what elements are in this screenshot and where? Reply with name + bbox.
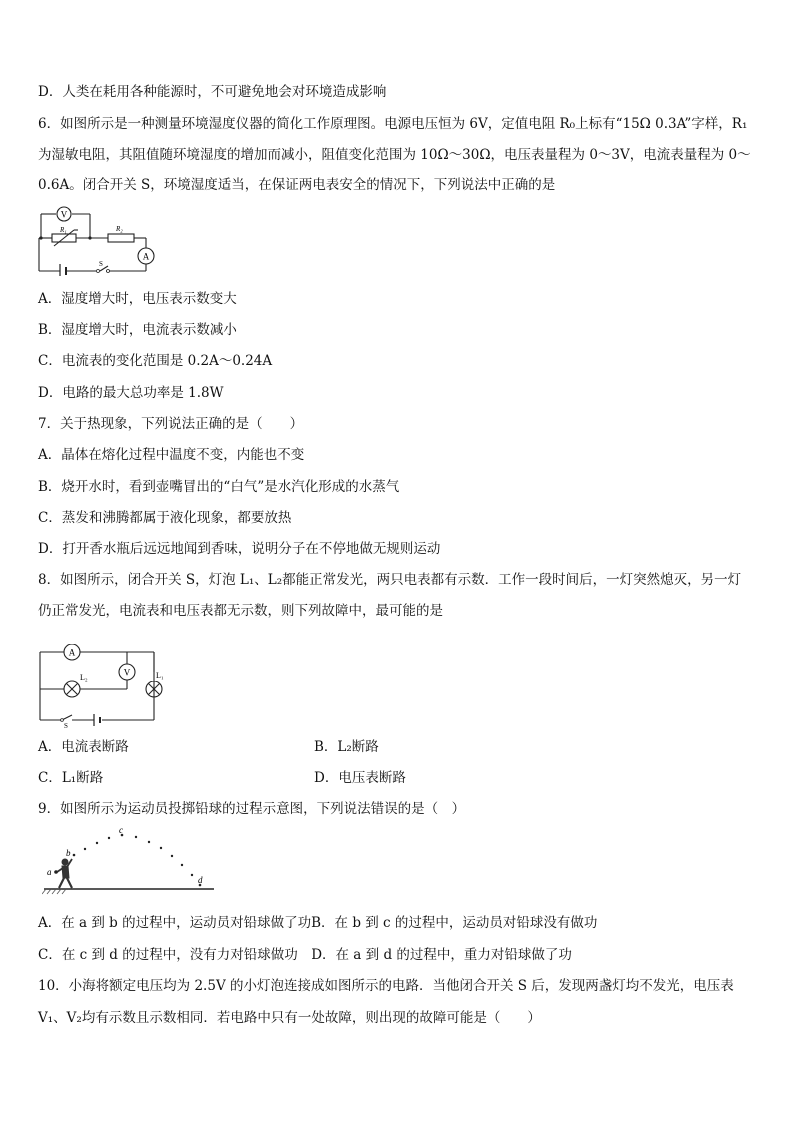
point-b-label: b <box>66 848 71 858</box>
ammeter-label: A <box>142 251 150 262</box>
switch-label: S <box>99 260 103 268</box>
q7-option-b: B．烧开水时，看到壶嘴冒出的“白气”是水汽化形成的水蒸气 <box>38 479 400 495</box>
q7-option-c: C．蒸发和沸腾都属于液化现象，都要放热 <box>38 510 292 526</box>
voltmeter-label: V <box>123 667 131 678</box>
q7-option-d: D．打开香水瓶后远远地闻到香味，说明分子在不停地做无规则运动 <box>38 541 441 557</box>
point-c-label: c <box>119 826 123 835</box>
q6-circuit-figure <box>36 202 166 276</box>
q6-option-d: D．电路的最大总功率是 1.8W <box>38 385 224 401</box>
l2-label: L₂ <box>80 673 88 682</box>
q6-stem-line1: 6．如图所示是一种测量环境湿度仪器的简化工作原理图。电源电压恒为 6V，定值电阻 R₀上标有“15Ω 0.3A”字样，R₁ <box>38 116 748 132</box>
q8-stem-line2: 仍正常发光，电流表和电压表都无示数，则下列故障中，最可能的是 <box>38 603 443 619</box>
point-a-label: a <box>47 867 52 877</box>
q10-stem-line2: V₁、V₂均有示数且示数相同．若电路中只有一处故障，则出现的故障可能是（ ） <box>38 1010 541 1026</box>
q8-option-b: B．L₂断路 <box>314 739 379 755</box>
q9-options-ab: A．在 a 到 b 的过程中，运动员对铅球做了功B．在 b 到 c 的过程中，运动员对铅球没有做功 <box>38 915 598 931</box>
q6-option-c: C．电流表的变化范围是 0.2A～0.24A <box>38 353 273 369</box>
q6-option-a: A．湿度增大时，电压表示数变大 <box>38 291 237 307</box>
point-d-label: d <box>198 875 203 885</box>
q6-stem-line2: 为湿敏电阻，其阻值随环境湿度的增加而减小，阻值变化范围为 10Ω～30Ω，电压表量程为 0～3V，电流表量程为 0～ <box>38 147 751 163</box>
option-d-q5: D．人类在耗用各种能源时，不可避免地会对环境造成影响 <box>38 84 387 100</box>
q8-option-a: A．电流表断路 <box>38 739 129 755</box>
q8-option-d: D．电压表断路 <box>314 770 406 786</box>
r1-label: R₁ <box>60 226 67 234</box>
q9-options-cd: C．在 c 到 d 的过程中，没有力对铅球做功 D．在 a 到 d 的过程中，重力对铅球做了功 <box>38 947 572 963</box>
q10-stem-line1: 10．小海将额定电压均为 2.5V 的小灯泡连接成如图所示的电路．当他闭合开关 S 后，发现两盏灯均不发光，电压表 <box>38 978 734 994</box>
l1-label: L₁ <box>156 671 164 680</box>
q6-stem-line3: 0.6A。闭合开关 S，环境湿度适当，在保证两电表安全的情况下，下列说法中正确的是 <box>38 177 556 193</box>
q9-stem: 9．如图所示为运动员投掷铅球的过程示意图，下列说法错误的是（ ） <box>38 801 466 817</box>
q7-option-a: A．晶体在熔化过程中温度不变，内能也不变 <box>38 447 305 463</box>
q8-circuit-figure <box>36 644 166 730</box>
q8-stem-line1: 8．如图所示，闭合开关 S，灯泡 L₁、L₂都能正常发光，两只电表都有示数．工作一段时间后，一灯突然熄灭，另一灯 <box>38 572 742 588</box>
switch-label: S <box>64 722 68 730</box>
q7-stem: 7．关于热现象，下列说法正确的是（ ） <box>38 416 304 432</box>
q6-option-b: B．湿度增大时，电流表示数减小 <box>38 322 237 338</box>
q8-option-c: C．L₁断路 <box>38 770 104 786</box>
q9-shot-put-figure <box>42 826 220 898</box>
ammeter-label: A <box>68 647 76 658</box>
r2-label: R₂ <box>116 225 123 233</box>
voltmeter-label: V <box>60 209 68 220</box>
